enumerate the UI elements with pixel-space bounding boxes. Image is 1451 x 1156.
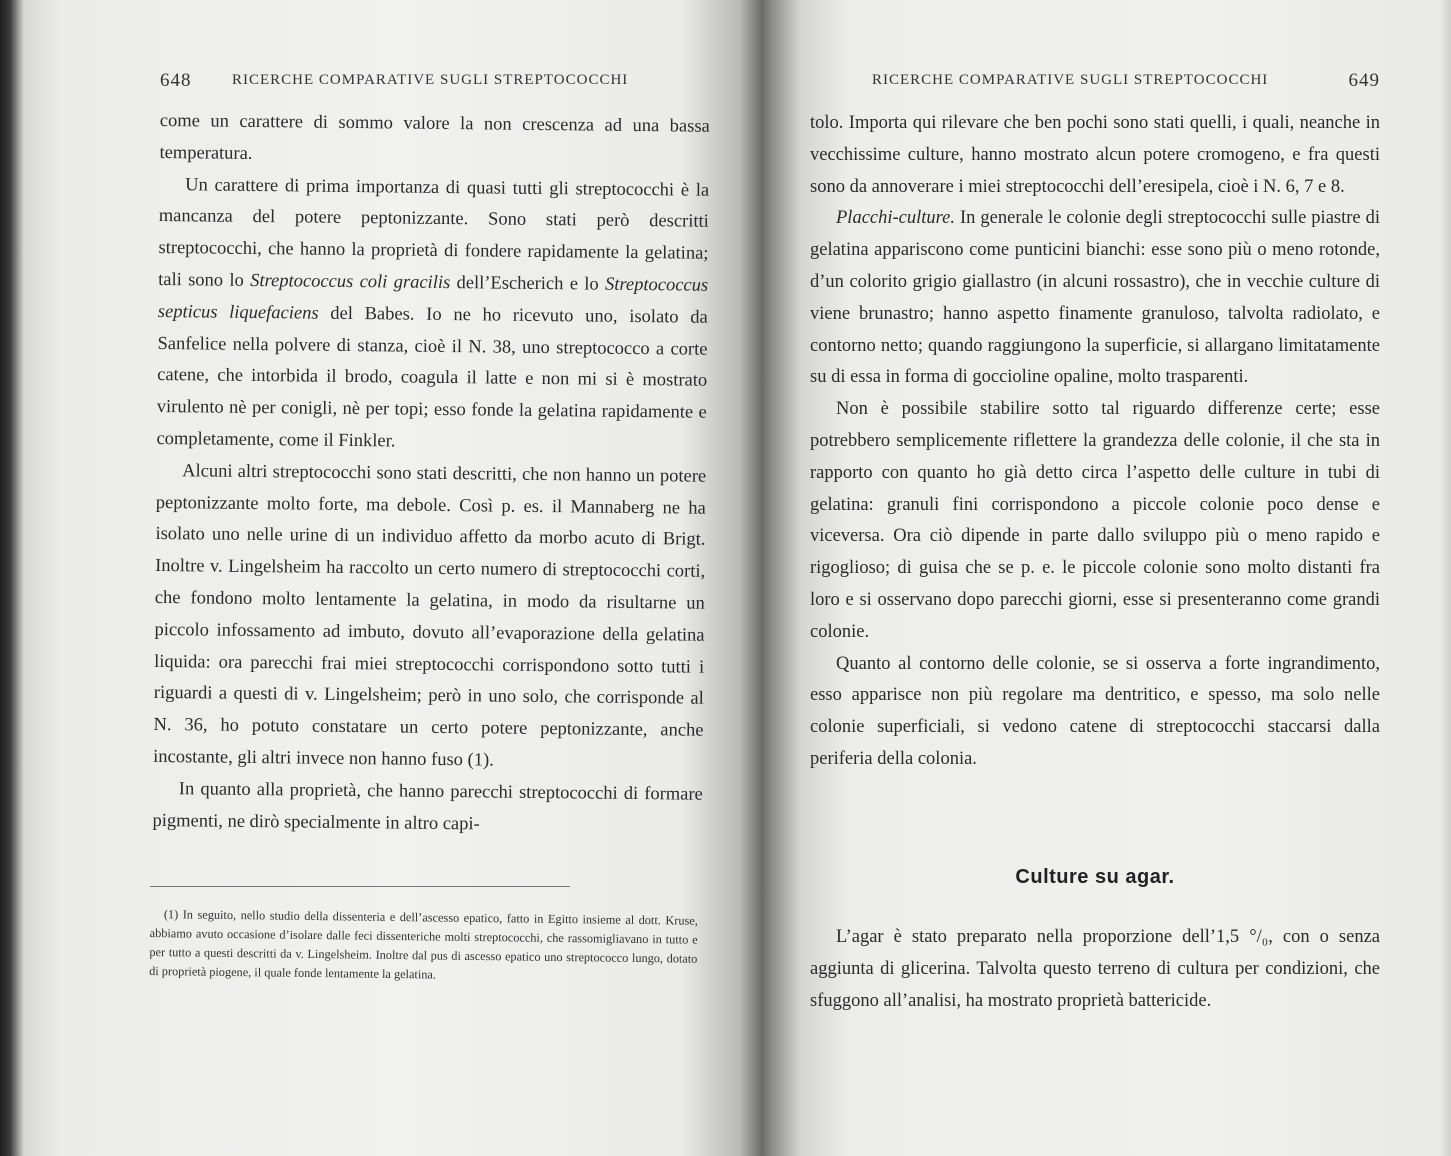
section-heading: Culture su agar. bbox=[1015, 866, 1175, 888]
text-run: In generale le colonie degli streptococchi sulle piastre di gelatina appariscono come punticini bianchi: esse sono più o meno rotonde, d’un colorito grigio giallastro (in alcuni rossastro), che in vecchie culture di viene brunastro; hanno aspetto finamente granuloso, talvolta radiolato, e contorno netto; quando raggiungono la superficie, si allargano limitatamente su di essa in forma di goccioline opaline, molto trasparenti. bbox=[810, 208, 1380, 388]
right-body-text bbox=[810, 108, 1380, 776]
right-paragraph bbox=[810, 649, 1380, 776]
right-after-paragraph bbox=[810, 922, 1380, 1017]
left-paragraph bbox=[153, 456, 706, 780]
left-running-title: RICERCHE COMPARATIVE SUGLI STREPTOCOCCHI bbox=[232, 72, 629, 88]
left-body-text bbox=[152, 106, 710, 843]
left-page-number: 648 bbox=[160, 70, 192, 91]
text-run: tolo. Importa qui rilevare che ben pochi sono stati quelli, i quali, neanche in vecchissime culture, hanno mostrato alcun potere cromogeno, e fra questi sono da annoverare i miei streptococchi dell’eresipela, cioè i N. 6, 7 e 8. bbox=[810, 113, 1380, 197]
text-run: Non è possibile stabilire sotto tal riguardo differenze certe; esse potrebbero semplicemente riflettere la grandezza delle colonie, il che sta in rapporto con quanto ho già detto circa l’aspetto delle culture in tubi di gelatina: granuli fini corrispondono a piccole colonie poco dense e viceversa. Ora ciò dipende in parte dallo sviluppo più o meno rapido e rigoglioso; di guisa che se p. e. le piccole colonie sono molto distanti fra loro e si osservano dopo parecchi giorni, esse si presenteranno come grandi colonie. bbox=[810, 399, 1380, 642]
footnote bbox=[149, 905, 698, 988]
italic-term: Streptococcus coli gracilis bbox=[250, 270, 451, 294]
text-run: In quanto alla proprietà, che hanno parecchi streptococchi di formare pigmenti, ne dirò specialmente in altro capi- bbox=[152, 778, 703, 834]
left-paragraph bbox=[152, 774, 703, 843]
right-page bbox=[810, 0, 1380, 1156]
text-run: Quanto al contorno delle colonie, se si osserva a forte ingrandimento, esso apparisce non più regolare ma dentritico, e spesso, ma solo nelle colonie superficiali, si vedono catene di streptococchi staccarsi dalla periferia della colonia. bbox=[810, 653, 1380, 769]
right-paragraph bbox=[810, 203, 1380, 394]
footnote-text: (1) In seguito, nello studio della dissenteria e dell’ascesso epatico, fatto in Egitto insieme al dott. Kruse, abbiamo avuto occasione d’isolare dalle feci dissenteriche molti streptococchi, che rassomigliavano in tutto e per tutto a questi descritti da v. Lingelsheim. Inoltre dal pus di ascesso epatico uno streptococco lungo, dotato di proprietà piogene, il quale fonde lentamente la gelatina. bbox=[149, 907, 698, 982]
right-body-text-after-heading bbox=[810, 922, 1380, 1017]
text-run: del Babes. Io ne ho ricevuto uno, isolato da Sanfelice nella polvere di stanza, cioè il N. 38, uno streptococco a corte catene, che intorbida il brodo, coagula il latte e non mi si è mostrato virulento nè per conigli, nè per topi; esso fonde la gelatina rapidamente e completamente, come il Finkler. bbox=[156, 303, 708, 452]
left-page bbox=[150, 0, 710, 1156]
left-paragraph bbox=[159, 106, 710, 175]
footnote-rule bbox=[150, 886, 570, 887]
text-run: L’agar è stato preparato nella proporzione dell’1,5 °/₀, con o senza aggiunta di glicerina. Talvolta questo terreno di cultura per condizioni, che sfuggono all’analisi, ha mostrato proprietà battericide. bbox=[810, 927, 1380, 1011]
right-running-title: RICERCHE COMPARATIVE SUGLI STREPTOCOCCHI bbox=[872, 72, 1269, 88]
text-run: Un carattere di prima importanza di quasi tutti gli streptococchi è la mancanza del potere peptonizzante. Sono stati però descritti streptococchi, che hanno la proprietà di fondere rapidamente la gelatina; tali sono lo bbox=[158, 174, 710, 291]
text-run: dell’Escherich e lo bbox=[450, 273, 606, 295]
text-run: come un carattere di sommo valore la non crescenza ad una bassa temperatura. bbox=[159, 110, 710, 164]
italic-term: Streptococcus septicus liquefaciens bbox=[157, 274, 709, 324]
italic-term: Placchi-culture. bbox=[836, 208, 956, 229]
left-paragraph bbox=[156, 170, 709, 462]
text-run: Alcuni altri streptococchi sono stati descritti, che non hanno un potere peptonizzante molto forte, ma debole. Così p. es. il Mannaberg ne ha isolato uno nelle urine di un individuo affetto da morbo acuto di Brigt. Inoltre v. Lingelsheim ha raccolto un certo numero di streptococchi corti, che fondono molto lentamente la gelatina, in modo da risultarne un piccolo infossamento ad imbuto, dovuto all’evaporazione della gelatina liquida: ora parecchi frai miei streptococchi corrispondono sotto tutti i riguardi a questi di v. Lingelsheim; però in uno solo, che corrisponde al N. 36, ho potuto constatare un certo potere peptonizzante, anche incostante, gli altri invece non hanno fuso (1). bbox=[153, 461, 707, 771]
right-page-number: 649 bbox=[1348, 70, 1380, 91]
right-paragraph bbox=[810, 108, 1380, 203]
right-paragraph bbox=[810, 394, 1380, 648]
